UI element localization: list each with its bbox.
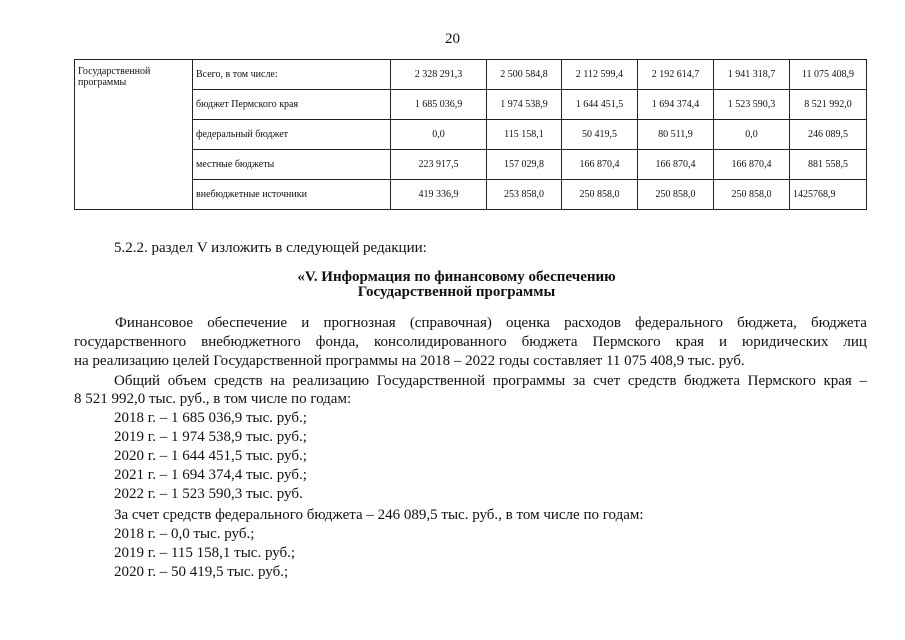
regional-year-item: 2021 г. – 1 694 374,4 тыс. руб.; xyxy=(114,467,307,483)
table-cell: 2 112 599,4 xyxy=(562,60,638,90)
paragraph-word: Финансовое xyxy=(115,315,194,331)
paragraph-word: (справочная) xyxy=(409,315,492,331)
paragraph-word: Пермского xyxy=(592,334,661,350)
paragraph-word: Государственной xyxy=(376,373,486,389)
paragraph-word: лиц xyxy=(843,334,867,350)
table-cell: 419 336,9 xyxy=(391,180,487,210)
paragraph-word: консолидированного xyxy=(374,334,507,350)
row-label: Всего, в том числе: xyxy=(193,60,391,90)
row-label: внебюджетные источники xyxy=(193,180,391,210)
paragraph-2-line-2: 8 521 992,0 тыс. руб., в том числе по годам: xyxy=(74,391,352,407)
row-label: федеральный бюджет xyxy=(193,120,391,150)
section-heading-line1: «V. Информация по финансовому обеспечению xyxy=(297,269,616,285)
table-cell: 2 500 584,8 xyxy=(487,60,562,90)
table-cell: 250 858,0 xyxy=(714,180,790,210)
paragraph-word: реализацию xyxy=(292,373,370,389)
table-cell: 166 870,4 xyxy=(714,150,790,180)
paragraph-word: бюджета xyxy=(811,315,867,331)
paragraph-word: юридических xyxy=(741,334,829,350)
table-cell: 250 858,0 xyxy=(562,180,638,210)
table-cell: 0,0 xyxy=(714,120,790,150)
program-label-cell: Государственной программы xyxy=(75,60,193,210)
paragraph-word: обеспечение xyxy=(207,315,288,331)
table-row xyxy=(75,150,867,180)
table-row xyxy=(75,60,867,90)
table-cell-total: 8 521 992,0 xyxy=(790,90,867,120)
federal-year-item: 2018 г. – 0,0 тыс. руб.; xyxy=(114,526,255,542)
financing-table xyxy=(74,59,867,210)
regional-year-item: 2019 г. – 1 974 538,9 тыс. руб.; xyxy=(114,429,307,445)
paragraph-word: оценка xyxy=(506,315,550,331)
table-cell: 2 192 614,7 xyxy=(638,60,714,90)
table-cell: 50 419,5 xyxy=(562,120,638,150)
paragraph-word: фонда, xyxy=(315,334,360,350)
table-cell: 1 941 318,7 xyxy=(714,60,790,90)
paragraph-1-line-1 xyxy=(115,315,867,332)
paragraph-word: за xyxy=(572,373,586,389)
table-cell: 166 870,4 xyxy=(562,150,638,180)
table-cell: 115 158,1 xyxy=(487,120,562,150)
paragraph-word: бюджета, xyxy=(737,315,797,331)
page-number: 20 xyxy=(445,31,460,47)
paragraph-word: счет xyxy=(593,373,621,389)
table-cell: 2 328 291,3 xyxy=(391,60,487,90)
paragraph-word: прогнозная xyxy=(323,315,396,331)
paragraph-word: расходов xyxy=(564,315,621,331)
paragraph-word: бюджета xyxy=(684,373,740,389)
paragraph-word: программы xyxy=(492,373,566,389)
paragraph-1-line-3: на реализацию целей Государственной программы на 2018 – 2022 годы составляет 11 075 408,9 тыс. руб. xyxy=(74,353,745,369)
paragraph-word: средств xyxy=(627,373,677,389)
table-cell: 1 694 374,4 xyxy=(638,90,714,120)
row-label: бюджет Пермского края xyxy=(193,90,391,120)
paragraph-word: – xyxy=(859,373,867,389)
section-intro: 5.2.2. раздел V изложить в следующей редакции: xyxy=(114,240,427,256)
paragraph-word: края xyxy=(823,373,852,389)
paragraph-word: на xyxy=(270,373,285,389)
table-cell: 1 644 451,5 xyxy=(562,90,638,120)
table-row xyxy=(75,120,867,150)
table-cell: 0,0 xyxy=(391,120,487,150)
federal-year-item: 2020 г. – 50 419,5 тыс. руб.; xyxy=(114,564,289,580)
table-cell: 1 974 538,9 xyxy=(487,90,562,120)
paragraph-word: и xyxy=(718,334,728,350)
federal-intro: За счет средств федерального бюджета – 246 089,5 тыс. руб., в том числе по годам: xyxy=(114,507,644,523)
paragraph-word: Пермского xyxy=(747,373,816,389)
paragraph-word: бюджета xyxy=(521,334,578,350)
table-cell: 253 858,0 xyxy=(487,180,562,210)
paragraph-word: объем xyxy=(167,373,207,389)
section-heading-line2: Государственной программы xyxy=(357,284,556,300)
table-cell: 1 685 036,9 xyxy=(391,90,487,120)
table-cell: 1 523 590,3 xyxy=(714,90,790,120)
federal-year-item: 2019 г. – 115 158,1 тыс. руб.; xyxy=(114,545,296,561)
regional-year-item: 2022 г. – 1 523 590,3 тыс. руб. xyxy=(114,486,303,502)
table-cell: 223 917,5 xyxy=(391,150,487,180)
table-cell: 250 858,0 xyxy=(638,180,714,210)
paragraph-word: внебюджетного xyxy=(201,334,301,350)
table-cell: 166 870,4 xyxy=(638,150,714,180)
table-cell: 80 511,9 xyxy=(638,120,714,150)
paragraph-2-line-1 xyxy=(114,373,867,390)
paragraph-word: средств xyxy=(214,373,263,389)
row-label: местные бюджеты xyxy=(193,150,391,180)
table-cell-total: 1425768,9 xyxy=(790,180,867,210)
paragraph-word: федерального xyxy=(635,315,724,331)
regional-year-item: 2018 г. – 1 685 036,9 тыс. руб.; xyxy=(114,410,307,426)
paragraph-1-line-2 xyxy=(74,334,867,351)
paragraph-word: края xyxy=(675,334,705,350)
regional-year-item: 2020 г. – 1 644 451,5 тыс. руб.; xyxy=(114,448,307,464)
table-row xyxy=(75,90,867,120)
table-cell-total: 881 558,5 xyxy=(790,150,867,180)
paragraph-word: и xyxy=(301,315,310,331)
paragraph-word: государственного xyxy=(74,334,187,350)
table-cell-total: 11 075 408,9 xyxy=(790,60,867,90)
table-row xyxy=(75,180,867,210)
table-cell-total: 246 089,5 xyxy=(790,120,867,150)
table-cell: 157 029,8 xyxy=(487,150,562,180)
paragraph-word: Общий xyxy=(114,373,161,389)
